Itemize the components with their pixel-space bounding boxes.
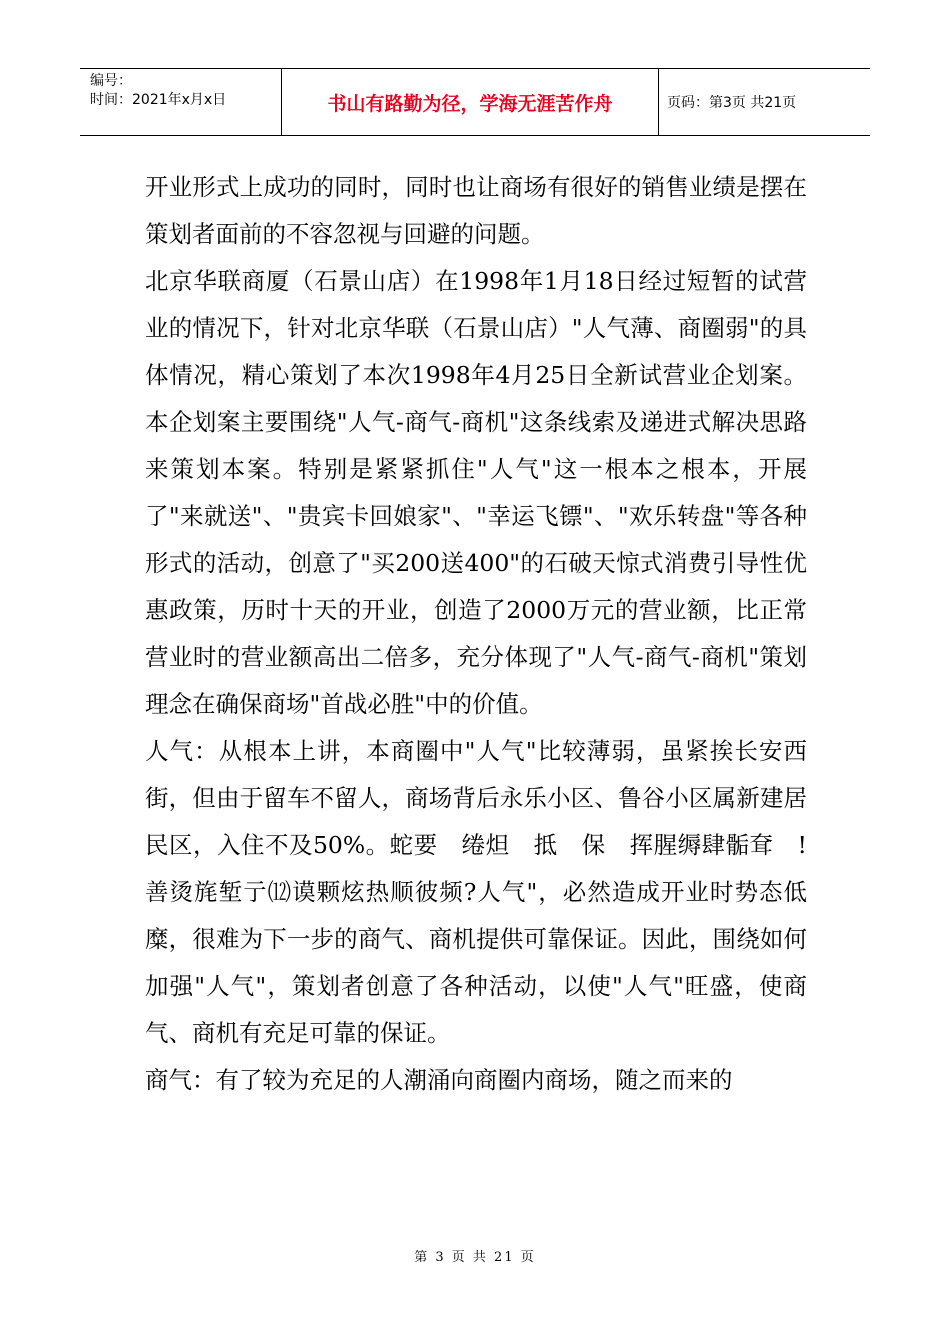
header-page-info: 页码：第3页 共21页: [667, 95, 797, 111]
paragraph-2: 北京华联商厦（石景山店）在1998年1月18日经过短暂的试营业的情况下，针对北京华联（石景山店）"人气薄、商圈弱"的具体情况，精心策划了本次1998年4月25日全新试营业企划案。本企划案主要围绕"人气-商气-商机"这条线索及递进式解决思路来策划本案。特别是紧紧抓住"人气"这一根本之根本，开展了"来就送"、"贵宾卡回娘家"、"幸运飞镖"、"欢乐转盘"等各种形式的活动，创意了"买200送400"的石破天惊式消费引导性优惠政策，历时十天的开业，创造了2000万元的营业额，比正常营业时的营业额高出二倍多，充分体现了"人气-商气-商机"策划理念在确保商场"首战必胜"中的价值。: [145, 267, 807, 718]
paragraph-3: 人气：从根本上讲，本商圈中"人气"比较薄弱，虽紧挨长安西街，但由于留车不留人，商场背后永乐小区、鲁谷小区属新建居民区，入住不及50%。蛇要 绻炟 抵 保 挥腥缛肆骺耷 !善烫旄堑亍⑿谟颗炫热顺彼频?人气"，必然造成开业时势态低糜，很难为下一步的商气、商机提供可靠保证。因此，围绕如何加强"人气"，策划者创意了各种活动，以使"人气"旺盛，使商气、商机有充足可靠的保证。: [145, 737, 807, 1047]
paragraph-1: 开业形式上成功的同时，同时也让商场有很好的销售业绩是摆在策划者面前的不容忽视与回避的问题。: [145, 173, 807, 248]
paragraph-4: 商气：有了较为充足的人潮涌向商圈内商场，随之而来的: [145, 1066, 733, 1094]
header-meta: [80, 69, 282, 135]
document-number-label: 编号：: [90, 73, 132, 89]
document-body: [145, 164, 807, 1104]
header-motto: 书山有路勤为径，学海无涯苦作舟: [282, 69, 659, 135]
page-footer: 第 3 页 共 21 页: [414, 1250, 536, 1265]
document-time-label: 时间：2021年x月x日: [90, 92, 227, 108]
page-header: [80, 68, 870, 136]
